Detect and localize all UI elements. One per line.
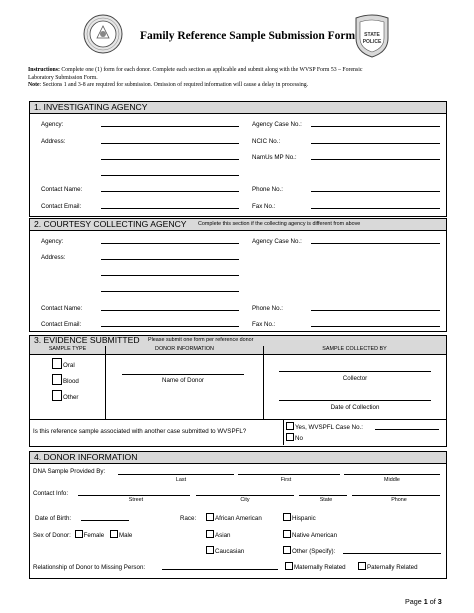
relationship-field[interactable] <box>162 569 278 570</box>
namus-mp-no-field[interactable] <box>311 159 440 160</box>
col-sample-collected: SAMPLE COLLECTED BY <box>322 346 387 352</box>
section2-note: Complete this section if the collecting agency is different from above <box>198 221 361 227</box>
blood-checkbox[interactable] <box>52 374 62 385</box>
race-other <box>283 546 335 555</box>
associated-case-question: Is this reference sample associated with another case submitted to WVSPFL? <box>33 428 247 435</box>
instructions-label: Instructions: <box>28 67 60 73</box>
race-african-american-label: African American <box>215 515 262 522</box>
address-label: Address: <box>41 138 66 145</box>
race-other-checkbox[interactable] <box>283 546 291 554</box>
phone-no-field[interactable] <box>311 191 440 192</box>
fax-no2-field[interactable] <box>311 326 440 327</box>
maternally-related-label: Maternally Related <box>294 564 346 571</box>
agency-case-no2-field[interactable] <box>311 243 440 244</box>
agency2-label: Agency: <box>41 238 64 245</box>
phone-no2-label: Phone No.: <box>252 305 283 312</box>
address2-field-1[interactable] <box>101 259 239 260</box>
maternally-related <box>285 562 346 571</box>
fax-no2-label: Fax No.: <box>252 321 276 328</box>
contact-name-label: Contact Name: <box>41 186 83 193</box>
oral-label: Oral <box>63 362 75 369</box>
race-hispanic <box>283 513 316 522</box>
female-label: Female <box>83 532 105 539</box>
page-label: Page <box>405 597 424 606</box>
instructions <box>28 67 448 90</box>
agency-case-no-field[interactable] <box>311 126 440 127</box>
section3-title: 3. EVIDENCE SUBMITTED <box>34 335 140 345</box>
paternally-related <box>358 562 418 571</box>
blood-label: Blood <box>63 378 79 385</box>
wvspfl-case-no-field[interactable] <box>375 429 439 430</box>
fax-no-label: Fax No.: <box>252 203 276 210</box>
race-african-american-checkbox[interactable] <box>206 513 214 521</box>
agency-case-no-label: Agency Case No.: <box>252 121 302 128</box>
yes-option <box>286 422 363 431</box>
phone-label: Phone <box>391 497 407 503</box>
page-total: 3 <box>437 597 442 606</box>
contact-name-field[interactable] <box>101 191 239 192</box>
svg-text:POLICE: POLICE <box>362 39 382 45</box>
race-caucasian <box>206 546 244 555</box>
race-native-american-checkbox[interactable] <box>283 530 291 538</box>
middle-label: Middle <box>384 477 400 483</box>
address-field-3[interactable] <box>101 175 239 176</box>
col-divider-1 <box>105 346 106 419</box>
date-of-birth-label: Date of Birth: <box>35 515 72 522</box>
contact-info-label: Contact Info: <box>33 490 69 497</box>
state-field[interactable] <box>299 495 347 496</box>
race-african-american <box>206 513 262 522</box>
agency-label: Agency: <box>41 121 64 128</box>
maternally-related-checkbox[interactable] <box>285 562 293 570</box>
yes-label: Yes, WVSPFL Case No.: <box>295 424 363 431</box>
name-of-donor-field[interactable] <box>122 374 244 375</box>
race-hispanic-checkbox[interactable] <box>283 513 291 521</box>
other-checkbox[interactable] <box>52 390 62 401</box>
instructions-line1: Complete one (1) form for each donor. Complete each section as applicable and submit along with the WVSP Form 53 – Forensic <box>61 67 363 73</box>
city-label: City <box>240 497 250 503</box>
address2-field-2[interactable] <box>101 275 239 276</box>
contact-name2-label: Contact Name: <box>41 305 83 312</box>
note-text: : Sections 1 and 3-8 are required for submission. Omission of required information will cause a delay in processing. <box>39 82 309 89</box>
evidence-row-divider <box>30 419 446 420</box>
col-divider-2 <box>263 346 264 419</box>
collector-field[interactable] <box>279 371 431 372</box>
ncic-no-label: NCIC No.: <box>252 138 281 145</box>
middle-name-field[interactable] <box>344 474 440 475</box>
contact-email2-label: Contact Email: <box>41 321 82 328</box>
address-field-1[interactable] <box>101 143 239 144</box>
col-donor-info: DONOR INFORMATION <box>155 346 214 352</box>
contact-email-label: Contact Email: <box>41 203 82 210</box>
race-asian <box>206 530 230 539</box>
last-label: Last <box>175 477 187 483</box>
phone-no2-field[interactable] <box>311 310 440 311</box>
contact-email2-field[interactable] <box>101 326 239 327</box>
section4-header <box>30 452 446 464</box>
sex-of-donor <box>33 530 132 539</box>
race-other-specify-field[interactable] <box>343 553 441 554</box>
section2-header <box>30 219 446 231</box>
phone-no-label: Phone No.: <box>252 186 283 193</box>
agency-case-no2-label: Agency Case No.: <box>252 238 302 245</box>
first-name-field[interactable] <box>238 474 340 475</box>
collector-label: Collector <box>342 375 368 382</box>
contact-email-field[interactable] <box>101 208 239 209</box>
section1-title: 1. INVESTIGATING AGENCY <box>34 102 148 112</box>
first-label: First <box>280 477 292 483</box>
race-label: Race: <box>180 515 197 522</box>
male-checkbox[interactable] <box>110 530 118 538</box>
state-police-badge <box>352 14 392 58</box>
street-field[interactable] <box>78 495 190 496</box>
paternally-related-label: Paternally Related <box>367 564 418 571</box>
no-checkbox[interactable] <box>286 433 294 441</box>
race-asian-label: Asian <box>215 532 231 539</box>
city-field[interactable] <box>196 495 294 496</box>
date-of-collection-field[interactable] <box>279 400 431 401</box>
race-native-american-label: Native American <box>292 532 338 539</box>
section3-note: Please submit one form per reference donor <box>148 337 254 343</box>
section4-title: 4. DONOR INFORMATION <box>34 452 138 462</box>
page-current: 1 <box>423 597 428 606</box>
street-label: Street <box>128 497 144 503</box>
date-of-collection-label: Date of Collection <box>330 404 380 411</box>
race-hispanic-label: Hispanic <box>292 515 316 522</box>
last-name-field[interactable] <box>118 474 234 475</box>
race-other-label: Other (Specify): <box>292 548 336 555</box>
sex-of-donor-label: Sex of Donor: <box>33 532 71 539</box>
state-label: State <box>319 497 333 503</box>
page-number <box>405 597 442 606</box>
agency-field[interactable] <box>101 126 239 127</box>
other-label: Other <box>63 394 79 401</box>
race-asian-checkbox[interactable] <box>206 530 214 538</box>
date-of-birth-field[interactable] <box>81 520 129 521</box>
note-label: Note <box>28 82 40 89</box>
section2-title: 2. COURTESY COLLECTING AGENCY <box>34 219 187 229</box>
svg-text:STATE: STATE <box>364 32 380 38</box>
phone-field[interactable] <box>352 495 440 496</box>
address2-field-3[interactable] <box>101 291 239 292</box>
forensic-laboratory-seal <box>83 14 123 54</box>
race-native-american <box>283 530 337 539</box>
ncic-no-field[interactable] <box>311 143 440 144</box>
no-option <box>286 433 303 442</box>
relationship-label: Relationship of Donor to Missing Person: <box>33 564 146 571</box>
section1-header <box>30 102 446 114</box>
dna-sample-provided-by-label: DNA Sample Provided By: <box>33 468 106 475</box>
race-caucasian-label: Caucasian <box>215 548 245 555</box>
agency2-field[interactable] <box>101 243 239 244</box>
name-of-donor-label: Name of Donor <box>162 377 204 384</box>
col-sample-type: SAMPLE TYPE <box>48 346 87 352</box>
oral-checkbox[interactable] <box>52 358 62 369</box>
fax-no-field[interactable] <box>311 208 440 209</box>
address2-label: Address: <box>41 254 66 261</box>
namus-mp-no-label: NamUs MP No.: <box>252 154 297 161</box>
yes-checkbox[interactable] <box>286 422 294 430</box>
no-label: No <box>295 435 303 442</box>
page-of-label: of <box>427 597 438 606</box>
paternally-related-checkbox[interactable] <box>358 562 366 570</box>
associated-divider <box>283 419 284 445</box>
instructions-line2: Laboratory Submission Form. <box>28 74 98 81</box>
page-title: Family Reference Sample Submission Form <box>140 30 356 42</box>
male-label: Male <box>118 532 133 539</box>
address-field-2[interactable] <box>101 159 239 160</box>
race-caucasian-checkbox[interactable] <box>206 546 214 554</box>
contact-name2-field[interactable] <box>101 310 239 311</box>
female-checkbox[interactable] <box>75 530 83 538</box>
